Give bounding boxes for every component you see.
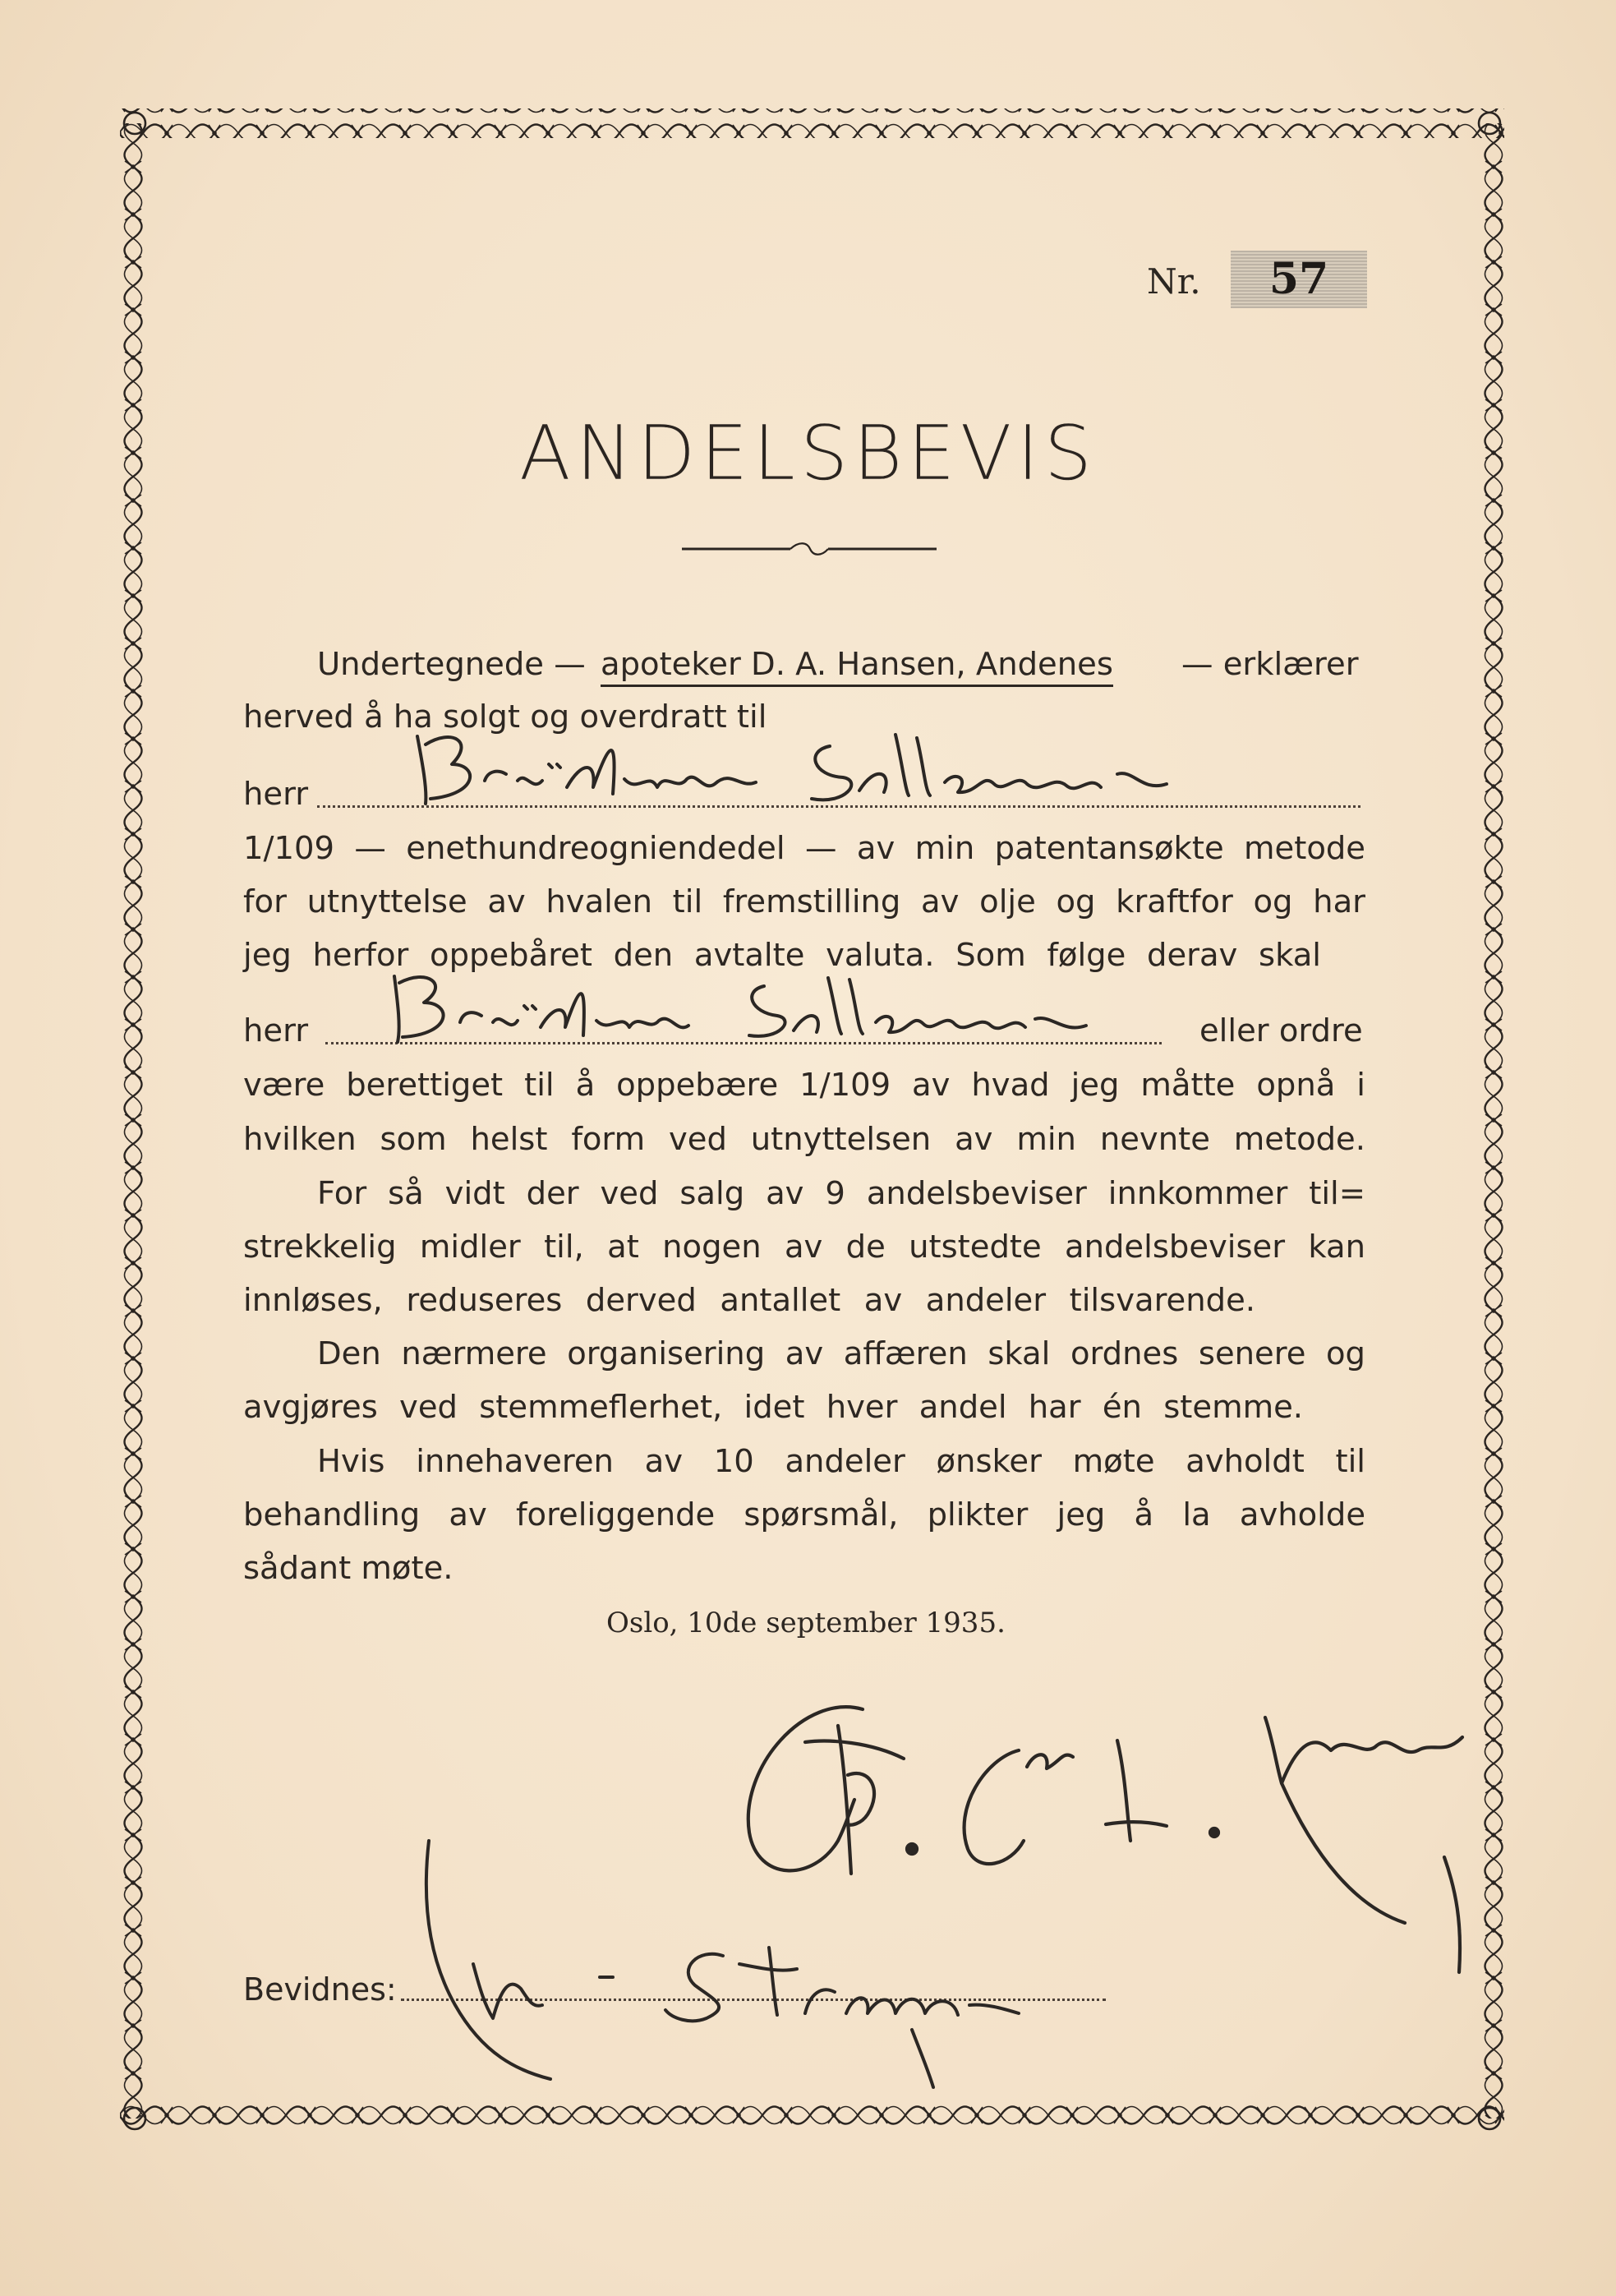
- text-line-10: For så vidt der ved salg av 9 andelsbeviser innkommer til=: [317, 1175, 1365, 1212]
- page-title: ANDELSBEVIS: [518, 409, 1098, 497]
- text-issuer: apoteker D. A. Hansen, Andenes: [601, 646, 1113, 687]
- text-herr-1: herr: [243, 776, 309, 813]
- text-line-15: Hvis innehaveren av 10 andeler ønsker møte avholdt til: [317, 1443, 1365, 1480]
- number-label: Nr.: [1147, 261, 1201, 302]
- text-line-2: herved å ha solgt og overdratt til: [243, 698, 767, 735]
- text-line-12: innløses, reduseres derved antallet av andeler tilsvarende.: [243, 1282, 1255, 1319]
- text-herr-2: herr: [243, 1012, 309, 1049]
- witness-line: [401, 1999, 1106, 2001]
- text-line-17: sådant møte.: [243, 1550, 453, 1587]
- text-line-9: hvilken som helst form ved utnyttelsen av min nevnte metode.: [243, 1121, 1365, 1158]
- text-line-8: være berettiget til å oppebære 1/109 av hvad jeg måtte opnå i: [243, 1067, 1365, 1104]
- recipient-line-1: [317, 805, 1360, 808]
- certificate-number: 57: [1231, 251, 1367, 308]
- text-line-14: avgjøres ved stemmeflerhet, idet hver andel har én stemme.: [243, 1389, 1303, 1426]
- witness-label: Bevidnes:: [243, 1971, 397, 2008]
- text-erklaerer: — erklærer: [1181, 646, 1359, 683]
- recipient-line-2: [325, 1042, 1162, 1044]
- title-divider: [682, 538, 937, 560]
- text-line-11: strekkelig midler til, at nogen av de utstedte andelsbeviser kan: [243, 1229, 1365, 1266]
- text-line-13: Den nærmere organisering av affæren skal ordnes senere og: [317, 1335, 1365, 1372]
- date-line: Oslo, 10de september 1935.: [606, 1607, 1006, 1639]
- text-line-16: behandling av foreliggende spørsmål, plikter jeg å la avholde: [243, 1496, 1365, 1533]
- text-eller-ordre: eller ordre: [1199, 1012, 1363, 1049]
- text-line-5: for utnyttelse av hvalen til fremstilling av olje og kraftfor og har: [243, 883, 1365, 920]
- text-undertegnede: Undertegnede —: [317, 646, 586, 683]
- text-line-4: 1/109 — enethundreogniendedel — av min patentansøkte metode: [243, 830, 1365, 867]
- text-line-6: jeg herfor oppebåret den avtalte valuta. Som følge derav skal: [243, 937, 1321, 974]
